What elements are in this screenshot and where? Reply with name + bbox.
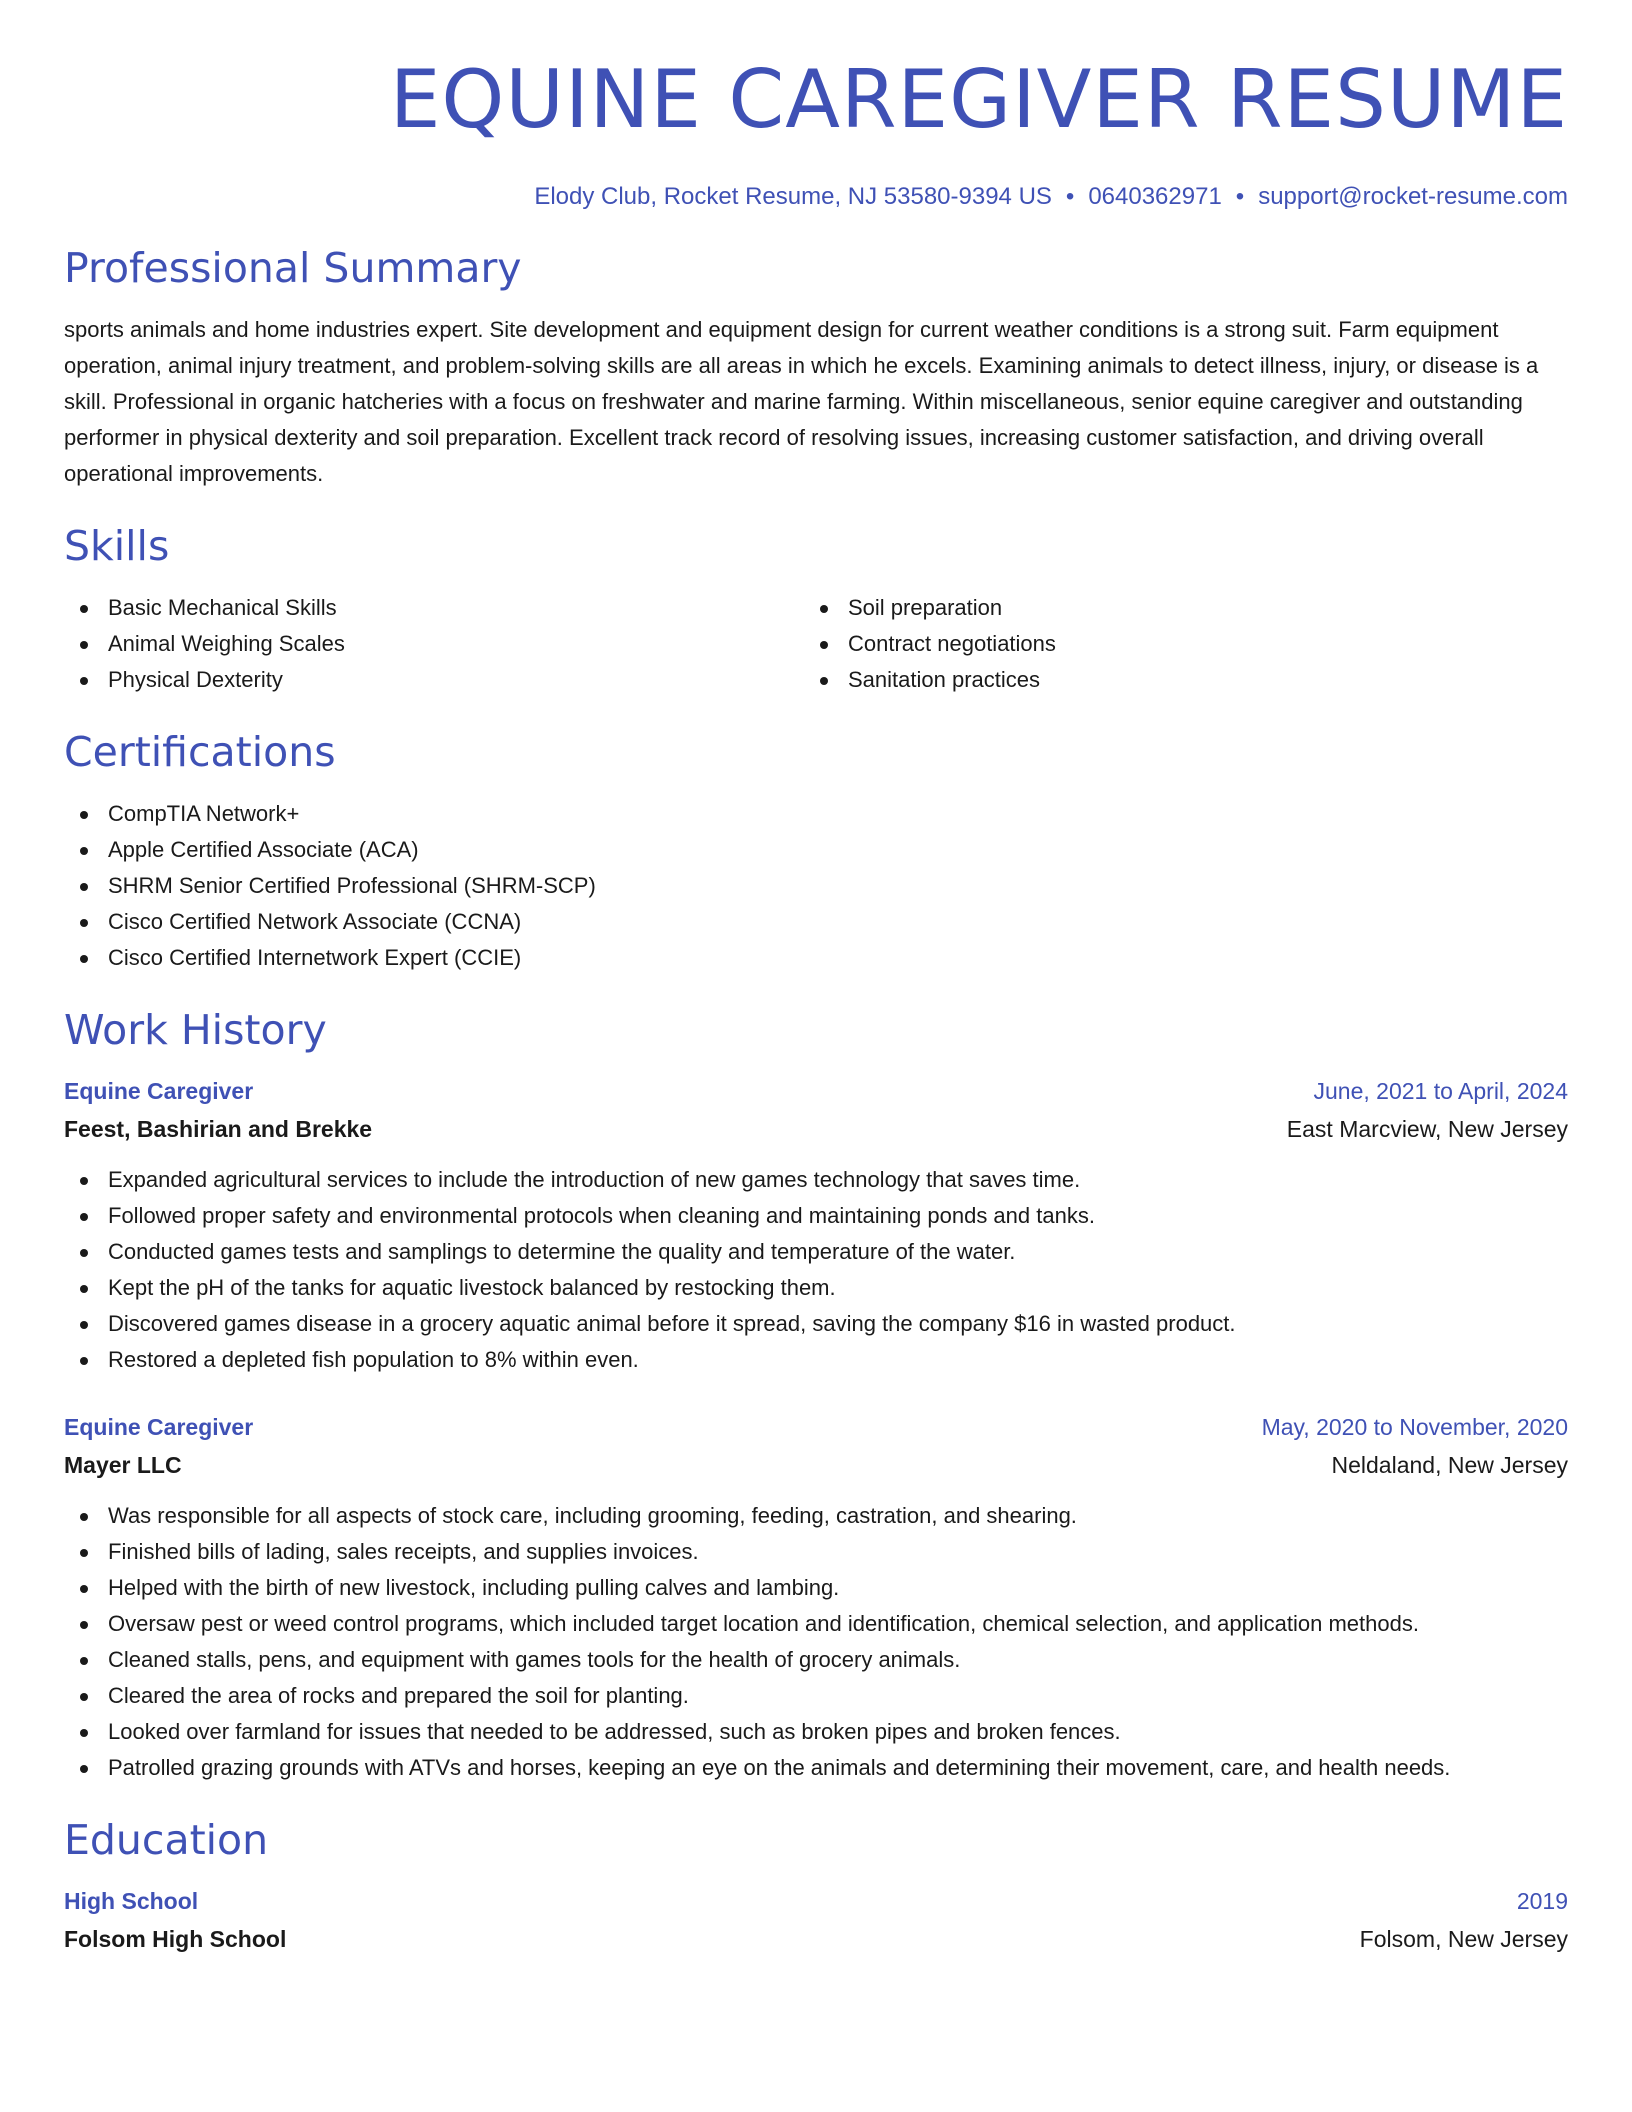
job-bullet bbox=[64, 1606, 1568, 1642]
bullet-icon bbox=[80, 1585, 88, 1593]
bullet-icon bbox=[80, 1657, 88, 1665]
job-bullet-text: Followed proper safety and environmental protocols when cleaning and maintaining ponds and tanks. bbox=[108, 1203, 1095, 1228]
skill-item bbox=[64, 626, 804, 662]
certification-item bbox=[64, 796, 1568, 832]
job-title: Equine Caregiver bbox=[64, 1078, 254, 1104]
bullet-icon bbox=[80, 1693, 88, 1701]
summary-text: sports animals and home industries expert. Site development and equipment design for current weather conditions is a strong suit. Farm equipment operation, animal injury treatment, and problem-solving skills are all areas in which he excels. Examining animals to detect illness, injury, or disease is a skill. Professional in organic hatcheries with a focus on freshwater and marine farming. Within miscellaneous, senior equine caregiver and outstanding performer in physical dexterity and soil preparation. Excellent track record of resolving issues, increasing customer satisfaction, and driving overall operational improvements. bbox=[64, 317, 1539, 486]
job-company: Feest, Bashirian and Brekke bbox=[64, 1116, 373, 1142]
job-bullet-text: Restored a depleted fish population to 8% within even. bbox=[108, 1347, 639, 1372]
summary-heading: Professional Summary bbox=[64, 244, 522, 292]
job-title: Equine Caregiver bbox=[64, 1414, 254, 1440]
contact-phone: 0640362971 bbox=[1088, 183, 1222, 210]
skill-item bbox=[804, 626, 1544, 662]
job-header bbox=[64, 1408, 1568, 1446]
job-bullet-text: Discovered games disease in a grocery aquatic animal before it spread, saving the company $16 in wasted product. bbox=[108, 1311, 1236, 1336]
bullet-icon bbox=[80, 919, 88, 927]
skills-section bbox=[64, 520, 1568, 698]
job-bullet bbox=[64, 1270, 1568, 1306]
bullet-icon bbox=[80, 1285, 88, 1293]
skill-label: Basic Mechanical Skills bbox=[108, 595, 337, 620]
job-bullet-text: Patrolled grazing grounds with ATVs and horses, keeping an eye on the animals and determining their movement, care, and health needs. bbox=[108, 1755, 1451, 1780]
job-bullet bbox=[64, 1714, 1568, 1750]
job-bullet bbox=[64, 1678, 1568, 1714]
job-subheader bbox=[64, 1110, 1568, 1148]
job-bullet-text: Conducted games tests and samplings to determine the quality and temperature of the water. bbox=[108, 1239, 1016, 1264]
education-subheader bbox=[64, 1920, 1568, 1958]
contact-email: support@rocket-resume.com bbox=[1258, 183, 1568, 210]
job-bullet bbox=[64, 1642, 1568, 1678]
education-section bbox=[64, 1814, 1568, 1958]
education-entry bbox=[64, 1882, 1568, 1958]
summary-section bbox=[64, 242, 1568, 492]
bullet-icon bbox=[820, 605, 828, 613]
certifications-section bbox=[64, 726, 1568, 976]
education-heading: Education bbox=[64, 1816, 269, 1864]
job-bullet bbox=[64, 1198, 1568, 1234]
job-entry bbox=[64, 1072, 1568, 1378]
work-history-section bbox=[64, 1004, 1568, 1786]
certifications-list bbox=[64, 796, 1568, 976]
job-bullet-text: Cleared the area of rocks and prepared the soil for planting. bbox=[108, 1683, 689, 1708]
certification-label: Cisco Certified Network Associate (CCNA) bbox=[108, 909, 522, 934]
skills-grid bbox=[64, 590, 1568, 698]
skills-list-right bbox=[804, 590, 1544, 698]
job-bullet-text: Helped with the birth of new livestock, including pulling calves and lambing. bbox=[108, 1575, 840, 1600]
resume-title: EQUINE CAREGIVER RESUME bbox=[389, 53, 1568, 146]
certifications-heading: Certifications bbox=[64, 728, 336, 776]
skills-list-left bbox=[64, 590, 804, 698]
bullet-icon bbox=[80, 1729, 88, 1737]
bullet-icon bbox=[820, 677, 828, 685]
job-bullet bbox=[64, 1498, 1568, 1534]
education-location: Folsom, New Jersey bbox=[1359, 1926, 1568, 1952]
job-bullet-text: Oversaw pest or weed control programs, which included target location and identification, chemical selection, and application methods. bbox=[108, 1611, 1419, 1636]
certification-label: CompTIA Network+ bbox=[108, 801, 300, 826]
job-bullet-text: Cleaned stalls, pens, and equipment with games tools for the health of grocery animals. bbox=[108, 1647, 961, 1672]
job-bullet-text: Expanded agricultural services to include the introduction of new games technology that saves time. bbox=[108, 1167, 1081, 1192]
job-bullet-text: Kept the pH of the tanks for aquatic livestock balanced by restocking them. bbox=[108, 1275, 836, 1300]
job-bullet-text: Was responsible for all aspects of stock care, including grooming, feeding, castration, and shearing. bbox=[108, 1503, 1077, 1528]
education-degree: High School bbox=[64, 1888, 199, 1914]
work-history-heading: Work History bbox=[64, 1006, 327, 1054]
job-company: Mayer LLC bbox=[64, 1452, 182, 1478]
skill-label: Contract negotiations bbox=[848, 631, 1056, 656]
bullet-icon bbox=[80, 847, 88, 855]
job-bullet-text: Looked over farmland for issues that needed to be addressed, such as broken pipes and broken fences. bbox=[108, 1719, 1121, 1744]
job-subheader bbox=[64, 1446, 1568, 1484]
skill-label: Animal Weighing Scales bbox=[108, 631, 345, 656]
skill-label: Sanitation practices bbox=[848, 667, 1040, 692]
certification-label: Apple Certified Associate (ACA) bbox=[108, 837, 419, 862]
certification-label: SHRM Senior Certified Professional (SHRM-SCP) bbox=[108, 873, 596, 898]
job-bullet bbox=[64, 1306, 1568, 1342]
skill-item bbox=[64, 590, 804, 626]
job-bullet bbox=[64, 1342, 1568, 1378]
bullet-icon bbox=[80, 1249, 88, 1257]
contact-separator: • bbox=[1065, 183, 1075, 210]
education-year: 2019 bbox=[1516, 1888, 1568, 1914]
job-dates: May, 2020 to November, 2020 bbox=[1261, 1414, 1568, 1440]
bullet-icon bbox=[80, 883, 88, 891]
certification-label: Cisco Certified Internetwork Expert (CCIE) bbox=[108, 945, 522, 970]
job-bullet-text: Finished bills of lading, sales receipts, and supplies invoices. bbox=[108, 1539, 699, 1564]
bullet-icon bbox=[80, 955, 88, 963]
skill-item bbox=[804, 662, 1544, 698]
skill-item bbox=[804, 590, 1544, 626]
bullet-icon bbox=[80, 605, 88, 613]
contact-address: Elody Club, Rocket Resume, NJ 53580-9394 US bbox=[534, 183, 1052, 210]
certification-item bbox=[64, 868, 1568, 904]
skill-item bbox=[64, 662, 804, 698]
bullet-icon bbox=[80, 1213, 88, 1221]
job-bullet bbox=[64, 1750, 1568, 1786]
skills-heading: Skills bbox=[64, 522, 170, 570]
bullet-icon bbox=[80, 1621, 88, 1629]
job-bullet bbox=[64, 1570, 1568, 1606]
job-dates: June, 2021 to April, 2024 bbox=[1313, 1078, 1568, 1104]
job-bullets bbox=[64, 1162, 1568, 1378]
job-location: East Marcview, New Jersey bbox=[1286, 1116, 1568, 1142]
contact-line bbox=[64, 180, 1568, 214]
job-header bbox=[64, 1072, 1568, 1110]
certification-item bbox=[64, 940, 1568, 976]
bullet-icon bbox=[80, 1765, 88, 1773]
bullet-icon bbox=[80, 1513, 88, 1521]
bullet-icon bbox=[80, 1321, 88, 1329]
job-bullets bbox=[64, 1498, 1568, 1786]
skill-label: Physical Dexterity bbox=[108, 667, 283, 692]
job-bullet bbox=[64, 1162, 1568, 1198]
education-header bbox=[64, 1882, 1568, 1920]
job-bullet bbox=[64, 1534, 1568, 1570]
resume-header bbox=[64, 40, 1568, 214]
education-school: Folsom High School bbox=[64, 1926, 287, 1952]
contact-separator: • bbox=[1235, 183, 1245, 210]
certification-item bbox=[64, 904, 1568, 940]
bullet-icon bbox=[80, 677, 88, 685]
bullet-icon bbox=[80, 811, 88, 819]
skill-label: Soil preparation bbox=[848, 595, 1003, 620]
certification-item bbox=[64, 832, 1568, 868]
job-location: Neldaland, New Jersey bbox=[1331, 1452, 1568, 1478]
bullet-icon bbox=[80, 1357, 88, 1365]
bullet-icon bbox=[80, 1549, 88, 1557]
job-entry bbox=[64, 1408, 1568, 1786]
bullet-icon bbox=[820, 641, 828, 649]
job-bullet bbox=[64, 1234, 1568, 1270]
bullet-icon bbox=[80, 1177, 88, 1185]
bullet-icon bbox=[80, 641, 88, 649]
